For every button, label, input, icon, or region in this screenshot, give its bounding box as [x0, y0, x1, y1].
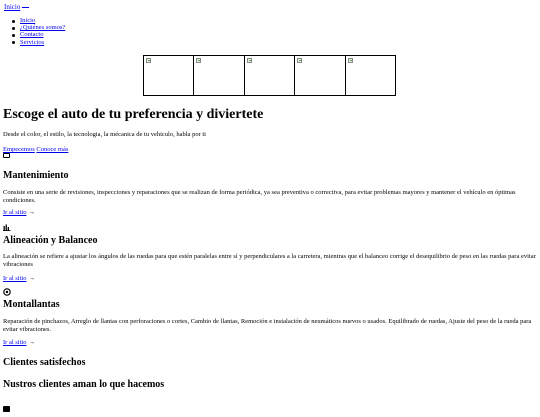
- broken-image-icon: [146, 58, 151, 63]
- service-title: Mantenimiento: [3, 170, 69, 181]
- service-link-row: [3, 339, 35, 346]
- service-title: Montallantas: [3, 299, 60, 310]
- clients-heading: Clientes satisfechos: [3, 357, 86, 368]
- menu-toggle-icon[interactable]: [22, 7, 29, 8]
- nav-item-quienes-somos: [12, 24, 65, 31]
- gallery-slot: [295, 56, 345, 95]
- service-link-row: [3, 275, 35, 282]
- nav-item-servicios: [12, 39, 65, 46]
- nav-link-servicios[interactable]: Servicios: [20, 38, 45, 46]
- broken-image-icon: [348, 58, 353, 63]
- ir-al-sitio-link[interactable]: Ir al sitio: [3, 275, 27, 282]
- arrow-right-icon: →: [28, 339, 35, 346]
- broken-image-icon: [196, 58, 201, 63]
- hero-title: Escoge el auto de tu preferencia y diviertete: [3, 107, 264, 122]
- ir-al-sitio-link[interactable]: Ir al sitio: [3, 209, 27, 216]
- gallery-slot: [144, 56, 194, 95]
- broken-image-icon: [297, 58, 302, 63]
- broken-image-icon: [247, 58, 252, 63]
- hero-subtitle: Desde el color, el estilo, la tecnologia, la mécanica de tu vehiculo, habla por ti: [3, 131, 206, 138]
- service-description: Reparación de pinchazos, Arreglo de llantas con perforaciones o cortes, Cambio de llantas, Remoción e instalación de neumáticos nuevos o usados. Equilibrado de ruedas, Ajuste del peso de la rueda para evitar vibraciones.: [3, 318, 532, 333]
- nav-menu: [12, 17, 65, 46]
- gallery-slot: [245, 56, 295, 95]
- nav-item-inicio: [12, 17, 65, 24]
- car-icon: [3, 153, 10, 158]
- gallery-slot: [194, 56, 244, 95]
- conoce-mas-link[interactable]: Conoce más: [36, 146, 69, 153]
- nav-link-contacto[interactable]: Contacto: [20, 31, 44, 39]
- arrow-right-icon: →: [28, 275, 35, 282]
- top-nav: [4, 3, 29, 11]
- service-link-row: [3, 209, 35, 216]
- hero-actions: [3, 146, 68, 153]
- nav-item-contacto: [12, 31, 65, 38]
- image-gallery: [143, 55, 396, 96]
- ir-al-sitio-link[interactable]: Ir al sitio: [3, 339, 27, 346]
- client-avatar-icon: [3, 399, 10, 417]
- gallery-slot: [346, 56, 395, 95]
- empecemos-link[interactable]: Empecemos: [3, 146, 35, 153]
- service-title: Alineación y Balanceo: [3, 235, 98, 246]
- arrow-right-icon: →: [28, 209, 35, 216]
- nav-link-quienes-somos[interactable]: ¿Quiénes somos?: [20, 24, 66, 32]
- brand-link[interactable]: Inicio: [4, 3, 21, 11]
- nav-link-inicio[interactable]: Inicio: [20, 17, 36, 24]
- service-description: Consiste en una serie de revisiones, inspecciones y reparaciones que se realizan de forma periódica, ya sea preventiva o correctiva, para evitar problemas mayores y mantener el vehículo en óptimas condiciones.: [3, 189, 516, 204]
- balance-icon: [3, 218, 11, 236]
- clients-subheading: Nustros clientes aman lo que hacemos: [3, 379, 165, 390]
- service-description: La alineación se refiere a ajustar los ángulos de las ruedas para que estén paralelas entre sí y perpendiculares a la carretera, mientras que el balanceo corrige el desequilibrio de peso en las ruedas para evitar vibraciones: [3, 253, 536, 268]
